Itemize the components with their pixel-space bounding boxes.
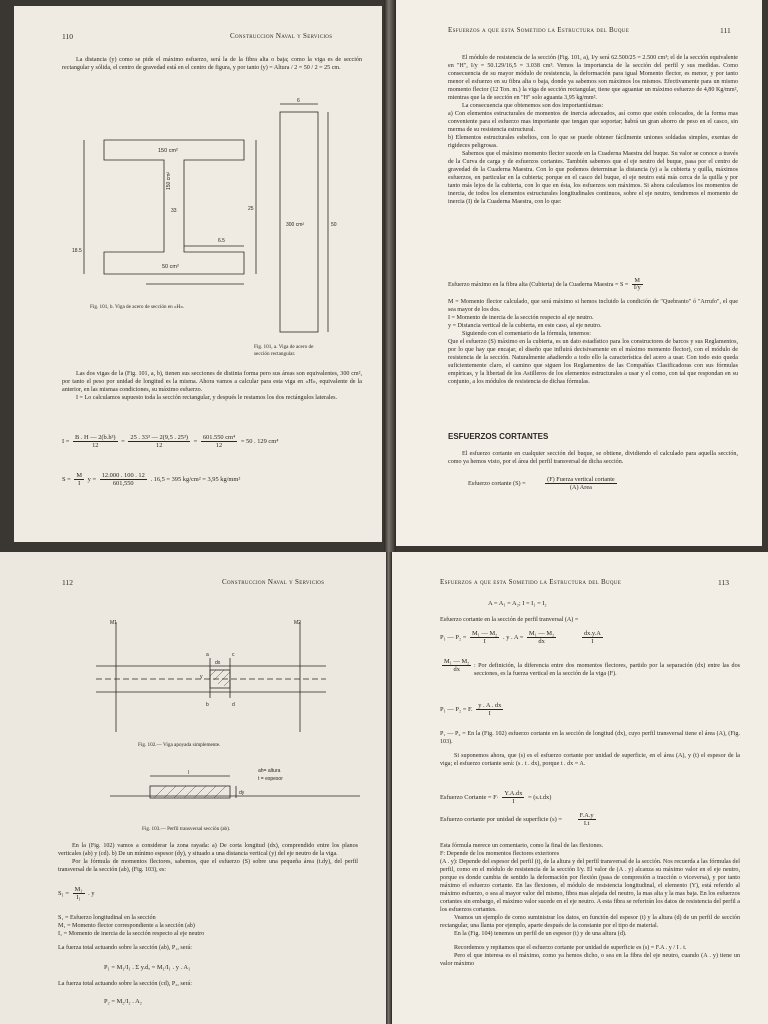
running-header: Construccion Naval y Servicios bbox=[230, 32, 333, 40]
intro-paragraph: La distancia (y) como se pide el máximo esfuerzo, será la de la fibra alta o baja; como la viga es de sección rectangular y sólida, el centro de gravedad está en el centro de figura, y por tanto (y) = Altura / 2 = 50 / 2 = 25 cm. bbox=[62, 57, 362, 71]
area-equality: A = A₁ = A₂; I = I₁ = I₂ bbox=[488, 600, 547, 607]
force-equation: P₁ — P₂ = F. $\frac{y . A . dx}{I}$ bbox=[440, 702, 502, 717]
fig-label-y: y bbox=[200, 674, 203, 680]
book-gutter bbox=[384, 0, 396, 552]
definitions-text: S₁ = Esfuerzo longitudinal en la sección M₁ = Momento flector correspondiente a la sección (ab) I₁ = Momento de inercia de la sección respecto al eje neutro La fuerza total actuando sobre la sección (ab), P₁, será: bbox=[58, 915, 205, 951]
p2-equation: P₂ = M₂/I₂ . A₂ bbox=[104, 998, 142, 1005]
inertia-equation: I = $\frac{\text{B . H — 2(b.h³)}}{12}$ = $\frac{\text{25 . 33³ — 2(9,5 . 25³)}}{12}$ = $\frac{\text{601.550 cm⁴}}{12}$ = 50 . 129 cm⁴ bbox=[62, 434, 279, 449]
fig-label-dim-25: 25 bbox=[248, 206, 254, 212]
page-112 bbox=[0, 552, 386, 1024]
fig-label-c: c bbox=[232, 652, 235, 658]
fig-label-flange-top: 150 cm² bbox=[158, 148, 178, 154]
page-number: 113 bbox=[718, 578, 729, 587]
fig-label-dim-185: 18.5 bbox=[72, 248, 82, 254]
fig-label-dx: dx bbox=[215, 660, 221, 666]
book-gutter bbox=[386, 552, 392, 1024]
p1-equation: P₁ = M₁/I₁ . Σ y.dₐ = M₁/I₁ . y . A₁ bbox=[104, 964, 191, 971]
body-text: Esfuerzo cortante en la sección de perfil tranversal (A) = bbox=[440, 617, 579, 623]
fig-102-beam bbox=[86, 618, 336, 738]
body-text-2: P₁ — P₂ = En la (Fig. 102) esfuerzo cortante en la sección de longitud (dx), cuyo perfil transversal tiene el área (A), (Fig. 103). Si suponemos ahora, que (s) es el esfuerzo cortante por unidad de superficie, en el área (A), y (t) el espesor de la viga; el esfuerzo cortante será: (s . t . dx), porque t . dx = A. bbox=[440, 731, 740, 767]
shear-text: El esfuerzo cortante en cualquier sección del buque, se obtiene, dividiendo el calculado para aquella sección, como ya hemos visto, por el área del perfil transversal de dicha sección. bbox=[448, 451, 738, 465]
max-stress-formula: Esfuerzo máximo en la fibra alta (Cubierta) de la Cuaderna Maestra = S = $\frac{M}{I/y}$ bbox=[448, 278, 641, 291]
definition-text: : Por definición, la diferencia entre dos momentos flectores, partido por la separación (dx) entre las dos secciones, es la fuerza vertical en la sección de la viga (F). bbox=[474, 663, 740, 677]
s1-equation: S₁ = $\frac{\text{M₁}}{\text{I₁}}$ . y bbox=[58, 886, 95, 901]
fig-101a-caption: Fig. 101, a. Viga de acero de sección rectangular. bbox=[254, 344, 314, 357]
p-difference-equation: P₁ — P₂ = $\frac{\text{M₁ — M₂}}{I}$ . y . A = $\frac{\text{M₁ — M₂}}{dx}$ $\frac{dx.y.A}{I}$ bbox=[440, 630, 601, 645]
page-number: 110 bbox=[62, 32, 73, 41]
running-header: Construccion Naval y Servicios bbox=[222, 578, 325, 586]
body-paragraph: Las dos vigas de la (Fig. 101, a, b), tienen sus secciones de distinta forma pero sus áreas son equivalentes, 300 cm², por tanto el peso por unidad de longitud es la misma. Ahora vamos a calcular para esta viga en «H», equivalente de la anterior, en las mismas condiciones, su máximo esfuerzo. I = Lo calculamos supuesto toda la sección rectangular, y después le restamos los dos rectángulos laterales. bbox=[62, 371, 362, 401]
fig-label-h-legend: ah= altura bbox=[258, 768, 281, 774]
running-header: Esfuerzos a que esta Sometido la Estructura del Buque bbox=[440, 578, 622, 586]
page-110 bbox=[14, 6, 382, 542]
moment-difference-fraction: $\frac{\text{M₁ — M₂}}{dx}$ bbox=[444, 658, 470, 673]
fig-103-section bbox=[110, 762, 360, 822]
h-beam-figure bbox=[66, 134, 266, 304]
stress-equation: S = $\frac{M}{I}$ y = $\frac{12.000 . 100 . 12}{601,550}$ . 16,5 = 395 kg/cm² = 3,95 kg/mm² bbox=[62, 472, 241, 487]
page-number: 111 bbox=[720, 26, 731, 35]
fig-label-m1: M1 bbox=[110, 620, 117, 626]
shear-equation: Esfuerzo Cortante = F· $\frac{Y.A.dx}{I}$ = (s.t.dx) bbox=[440, 790, 552, 805]
fig-label-a: a bbox=[206, 652, 209, 658]
fig-103-caption: Fig. 103.— Perfil transversal sección (ab). bbox=[142, 826, 231, 832]
fig-label-web: 150 cm² bbox=[166, 171, 172, 190]
fig-label-rect-w: 6 bbox=[297, 98, 300, 104]
fig-label-rect-area: 300 cm² bbox=[286, 222, 305, 228]
page-number: 112 bbox=[62, 578, 73, 587]
rect-beam-figure bbox=[270, 98, 350, 348]
fig-label-d: d bbox=[232, 702, 235, 708]
fig-label-flange-bottom: 50 cm² bbox=[162, 264, 179, 270]
running-header: Esfuerzos a que esta Sometido la Estructura del Buque bbox=[448, 26, 630, 34]
fig-102-caption: Fig. 102.— Viga apoyada simplemente. bbox=[138, 742, 221, 748]
fig-101b-caption: Fig. 101, b. Viga de acero de sección en «H». bbox=[90, 304, 185, 310]
fig-label-web-h: 33 bbox=[171, 208, 177, 214]
page-111 bbox=[396, 0, 762, 546]
shear-formula: Esfuerzo cortante (S) = $\frac{\text{(F) Fuerza vertical cortante}}{\text{(A) Area}}$ bbox=[468, 476, 615, 491]
fig-label-m2: M2 bbox=[294, 620, 301, 626]
definitions-text: M = Momento flector calculado, que será máximo si hemos incluido la condición de "Quebranto" ó "Arrufo", el que sea mayor de los dos. I = Momento de inercia de la sección respecto al eje neutro. y = Distancia vertical de la cubierta, en este caso, al eje neutro. Siguiendo con el comentario de la fórmula, tenemos: Que el esfuerzo (S) máximo en la cubierta, es un dato estadístico para los constructores de barcos y sus Reglamentos, por lo que hay que encajar, el diseño que influirá decisivamente en el máximo momento flector), con el módulo de resistencia de la sección. Naturalmente añadiendo a todo ello la característica del acero a usar. Con todo esto queda suficientemente claro, el camino que siguen los Reglamentos de las Compañías Clasificadoras con sus fórmulas empíricas, y la libertad de los Astilleros de los elementos estructurales a usar y el como, con tal que respondan en su conjunto, a los módulos de resistencia de dichas fórmulas. bbox=[448, 299, 738, 385]
body-text-3: Esta fórmula merece un comentario, como la final de las flexiones. F: Depende de los momentos flectores exteriores (A . y): Depende del espesor del perfil (t), de la altura y del perfil transversal de la sección. Nos recuerda a las fórmulas del perfil, como en el módulo de resistencia de la sección I/y. El valor de (A . y) alcanza su máximo valor en el eje neutro, porque es donde cambia de sentido la deformación por flexión (pasa de compresión a tracción o viceversa), y por tanto máximo el esfuerzo cortante. En las flexiones, el módulo de resistencia longitudinal, el elemento (Y), está referido al máximo esfuerzo, o sea al mayor valor del mismo, fibra mas alejada del neutro, la mas alta y la mas baja. En los esfuerzos cortantes sin embargo, el máximo valor sucede en el eje neutro. A esta fibra se referirán los datos de resistencia del perfil a los esfuerzos cortantes. Veamos un ejemplo de como suministrar los datos, en función del espesor (t) y la altura (d) de un perfil de sección rectangular, una llanta por ejemplo, aparte después de la constante por el tipo de material. En la (Fig. 104) tenemos un perfil de un espesor (t) y de una altura (d). Recordemos y repitamos que el esfuerzo cortante por unidad de superficie es (s) = F.A . y / I . t. Pero el que interesa es el máximo, como ya hemos dicho, o sea en la fibra del eje neutro, cuando (A . y) tiene un valor máximo bbox=[440, 843, 740, 967]
page-113 bbox=[392, 552, 768, 1024]
fig-label-dy: dy bbox=[239, 790, 245, 796]
fig-label-dim-65: 6.5 bbox=[218, 238, 225, 244]
unit-shear-equation: Esfuerzo cortante por unidad de superficie (s) = $\frac{F.A.y}{I.t}$ bbox=[440, 812, 594, 827]
fig-label-total-h: 50 bbox=[331, 222, 337, 228]
fig-label-t-legend: t = espesor bbox=[258, 776, 283, 782]
body-text-2: La fuerza total actuando sobre la sección (cd), P₂, será: bbox=[58, 981, 192, 987]
section-heading: ESFUERZOS CORTANTES bbox=[448, 432, 549, 441]
body-text: El módulo de resistencia de la sección (Fig. 101, a), I/y será 62.500/25 = 2.500 cm³; el de la sección equivalente en "H", I/y = 50.129/16,5 = 3.038 cm³. Vemos la importancia de la sección del perfil y sus medidas. Como consecuencia de su mayor módulo de resistencia, la deformación para igual Momento flector, es menor, y por tanto menor el esfuerzo en su fibra alta o baja, donde ya sabemos son máximos los mismos. Efectivamente para un mismo momento flector (12 Ton. m.) la viga de sección rectangular, tiene que aguantar un máximo esfuerzo de 4,80 Kg/mm², mientras que la de sección en "H" solo aguanta 3,95 kg/mm². La consecuencia que obtenemos son dos importantísimas: a) Con elementos estructurales de momentos de inercia adecuados, así como que estén colocados, de la forma mas conveniente para el esfuerzo mas importante que tengan que soportar; habrá un gran ahorro de peso en el casco, sin merma de su resistencia estructural. b) Elementos estructurales esbeltos, con lo que se puede obtener fácilmente uniones soldadas simples, exentas de rigideces peligrosas. Sabemos que el máximo momento flector sucede en la Cuaderna Maestra del buque. Su valor se conoce a través de la Curva de carga y de esfuerzos cortantes. También sabemos que el eje neutro del buque, pasa por el centro de gravedad de la Cuaderna Maestra. Con lo que podemos determinar la distancia (y) a la cubierta y quilla, máximos esfuerzos, en particular en la cubierta; porque en el casco del buque, el eje neutro está más cerca de la quilla y por tanto más lejos de la cubierta, con lo que en ésta, los esfuerzos son máximos. Si ahora calculamos los momentos de inercia, de todos los elementos estructurales longitudinales continuos, sobre el eje neutro, tendremos el momento de inercia (I) de la Cuaderna Maestra, con lo que: bbox=[448, 55, 738, 205]
body-text: En la (Fig. 102) vamos a considerar la zona rayada: a) De corta longitud (dx), comprendido entre los planos verticales (ab) y (cd). b) De un mínimo espesor (dy), y situado a una distancia vertical (y) del eje neutro de la viga. Por la fórmula de momentos flectores, sabemos, que el esfuerzo (S) sobre una pequeña área (t.dy), del perfil transversal de la sección (ab), (Fig. 103), es: bbox=[58, 843, 358, 873]
fig-label-l: l bbox=[188, 770, 190, 776]
fig-label-b: b bbox=[206, 702, 209, 708]
